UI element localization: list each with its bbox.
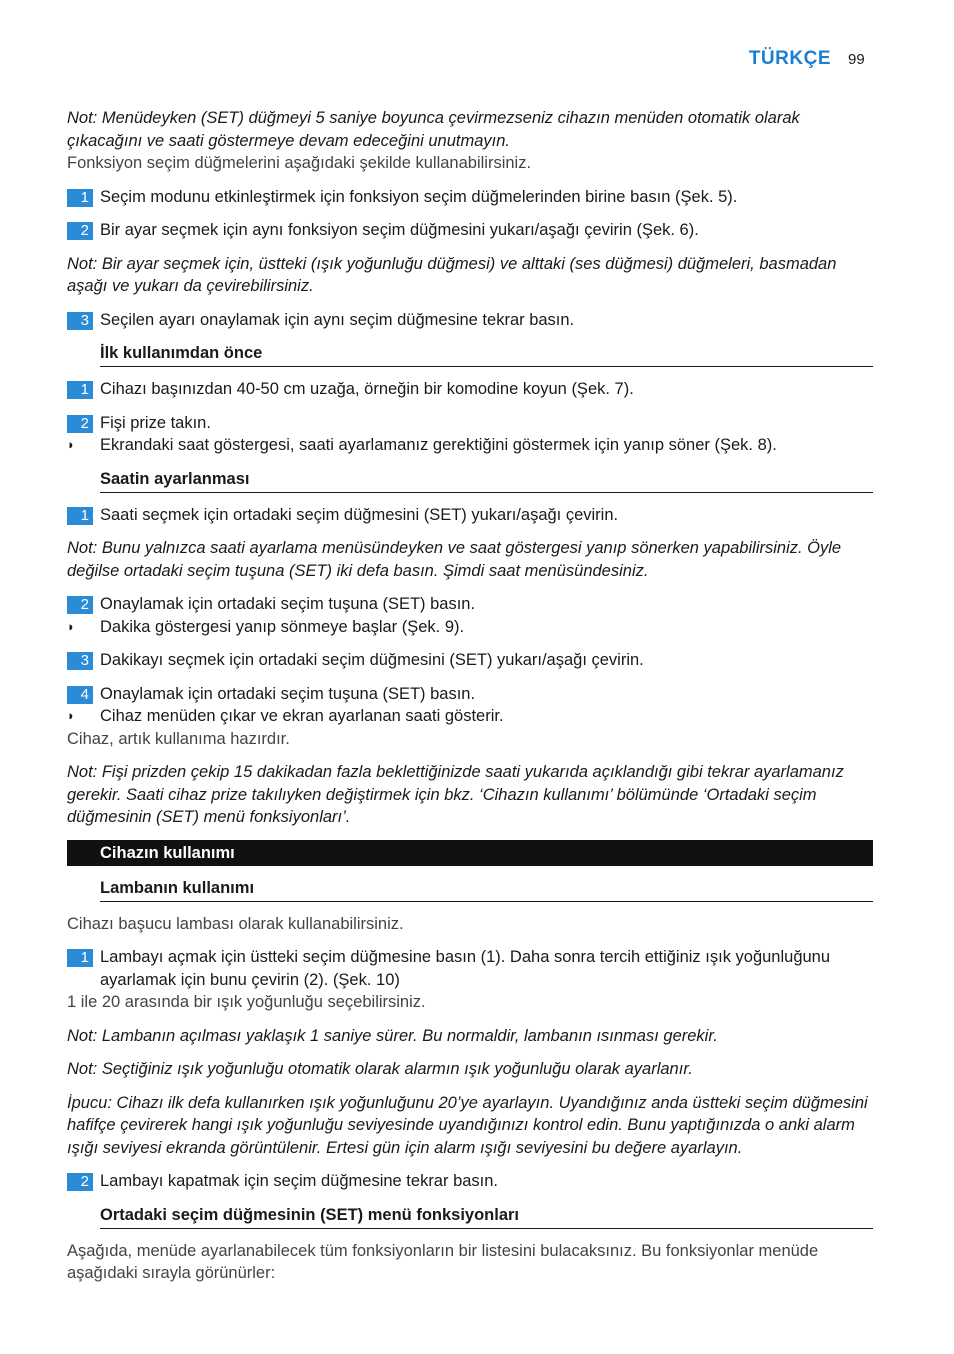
numbered-step	[67, 412, 873, 435]
body-paragraph: Cihaz, artık kullanıma hazırdır.	[67, 729, 290, 748]
body-paragraph: Cihazı başucu lambası olarak kullanabilirsiniz.	[67, 914, 404, 933]
language-header: TÜRKÇE	[748, 48, 831, 69]
block-text: Cihaz menüden çıkar ve ekran ayarlanan saati gösterir.	[100, 707, 504, 725]
numbered-step	[67, 1170, 873, 1193]
section-heading-bar: Cihazın kullanımı	[67, 840, 873, 866]
numbered-step	[67, 593, 873, 616]
note-paragraph: Not: Fişi prizden çekip 15 dakikadan fazla beklettiğinizde saati yukarıda açıklandığı gibi tekrar ayarlamanız gerekir. Saati cihaz prize takılıyken değiştirmek için bkz. ‘Cihazın kullanımı’ bölümünde ‘Ortadaki seçim düğmesinin (SET) menü fonksiyonları’.	[67, 763, 844, 826]
section-subheading: İlk kullanımdan önce	[100, 342, 873, 367]
block-text: Seçilen ayarı onaylamak için aynı seçim düğmesine tekrar basın.	[100, 310, 575, 329]
block-text: Dakikayı seçmek için ortadaki seçim düğmesini (SET) yukarı/aşağı çevirin.	[100, 651, 644, 669]
step-number-badge: 4	[67, 686, 93, 704]
block-text: Dakika göstergesi yanıp sönmeye başlar (Şek. 9).	[100, 617, 465, 636]
body-paragraph: Fonksiyon seçim düğmelerini aşağıdaki şekilde kullanabilirsiniz.	[67, 154, 532, 172]
numbered-step	[67, 683, 873, 706]
step-number-badge: 1	[67, 381, 93, 399]
numbered-step	[67, 649, 873, 672]
document-body	[67, 107, 873, 1285]
section-subheading: Lambanın kullanımı	[100, 877, 873, 902]
block-text: Onaylamak için ortadaki seçim tuşuna (SET) basın.	[100, 684, 476, 703]
block-text: Bir ayar seçmek için aynı fonksiyon seçim düğmesini yukarı/aşağı çevirin (Şek. 6).	[100, 221, 699, 239]
block-text: Ekrandaki saat göstergesi, saati ayarlamanız gerektiğini göstermek için yanıp söner (Şek. 8).	[100, 436, 777, 454]
page-number: 99	[848, 51, 865, 68]
numbered-step	[67, 378, 873, 401]
block-text: Lambayı kapatmak için seçim düğmesine tekrar basın.	[100, 1172, 499, 1190]
block-text: Seçim modunu etkinleştirmek için fonksiyon seçim düğmelerinden birine basın (Şek. 5).	[100, 187, 738, 206]
result-item	[67, 616, 873, 639]
result-item	[67, 434, 873, 457]
note-paragraph: Not: Bir ayar seçmek için, üstteki (ışık yoğunluğu düğmesi) ve alttaki (ses düğmesi) düğmeleri, basmadan aşağı ve yukarı da çevirebilirsiniz.	[67, 254, 837, 295]
numbered-step	[67, 219, 873, 242]
step-number-badge: 2	[67, 222, 93, 240]
section-subheading: Ortadaki seçim düğmesinin (SET) menü fonksiyonları	[100, 1204, 873, 1229]
body-paragraph: Aşağıda, menüde ayarlanabilecek tüm fonksiyonların bir listesini bulacaksınız. Bu fonksiyonlar menüde aşağıdaki sırayla görünürler:	[67, 1241, 819, 1282]
note-paragraph: Not: Lambanın açılması yaklaşık 1 saniye sürer. Bu normaldir, lambanın ısınması gerekir.	[67, 1026, 718, 1045]
note-paragraph: Not: Menüdeyken (SET) düğmeyi 5 saniye boyunca çevirmezseniz cihazın menüden otomatik olarak çıkacağını ve saati göstermeye devam edeceğini unutmayın.	[67, 109, 800, 150]
step-number-badge: 2	[67, 415, 93, 433]
numbered-step	[67, 309, 873, 332]
block-text: Fişi prize takın.	[100, 413, 211, 432]
block-text: Lambayı açmak için üstteki seçim düğmesine basın (1). Daha sonra tercih ettiğiniz ışık yoğunluğunu ayarlamak için bunu çevirin (2). (Şek. 10)	[100, 948, 831, 989]
note-paragraph: Not: Bunu yalnızca saati ayarlama menüsündeyken ve saat göstergesi yanıp sönerken yapabilirsiniz. Öyle değilse ortadaki seçim tuşuna (SET) iki defa basın. Şimdi saat menüsündesiniz.	[67, 539, 842, 580]
step-number-badge: 1	[67, 189, 93, 207]
result-arrow-icon: ◗	[67, 708, 75, 723]
step-number-badge: 3	[67, 312, 93, 330]
numbered-step	[67, 186, 873, 209]
step-number-badge: 1	[67, 507, 93, 525]
numbered-step	[67, 504, 873, 527]
block-text: Cihazı başınızdan 40-50 cm uzağa, örneğin bir komodine koyun (Şek. 7).	[100, 380, 634, 398]
step-number-badge: 2	[67, 596, 93, 614]
numbered-step	[67, 946, 873, 991]
result-item	[67, 705, 873, 728]
block-text: Onaylamak için ortadaki seçim tuşuna (SET) basın.	[100, 595, 476, 613]
result-arrow-icon: ◗	[67, 437, 75, 452]
section-subheading: Saatin ayarlanması	[100, 468, 873, 493]
block-text: Saati seçmek için ortadaki seçim düğmesini (SET) yukarı/aşağı çevirin.	[100, 505, 619, 524]
note-paragraph: Not: Seçtiğiniz ışık yoğunluğu otomatik olarak alarmın ışık yoğunluğu olarak ayarlanır.	[67, 1060, 693, 1078]
body-paragraph: 1 ile 20 arasında bir ışık yoğunluğu seçebilirsiniz.	[67, 993, 426, 1011]
step-number-badge: 3	[67, 652, 93, 670]
step-number-badge: 1	[67, 949, 93, 967]
result-arrow-icon: ◗	[67, 618, 75, 634]
step-number-badge: 2	[67, 1173, 93, 1191]
note-paragraph: İpucu: Cihazı ilk defa kullanırken ışık yoğunluğunu 20’ye ayarlayın. Uyandığınız anda üstteki seçim düğmesini hafifçe çevirerek hangi ışık yoğunluğu seviyesinde uyandığınızı kontrol edin. Bunu yaptığınızda o anki alarm ışığı seviyesi ekranda görüntülenir. Ertesi gün için alarm ışığı seviyesini bu değere ayarlayın.	[67, 1093, 868, 1157]
